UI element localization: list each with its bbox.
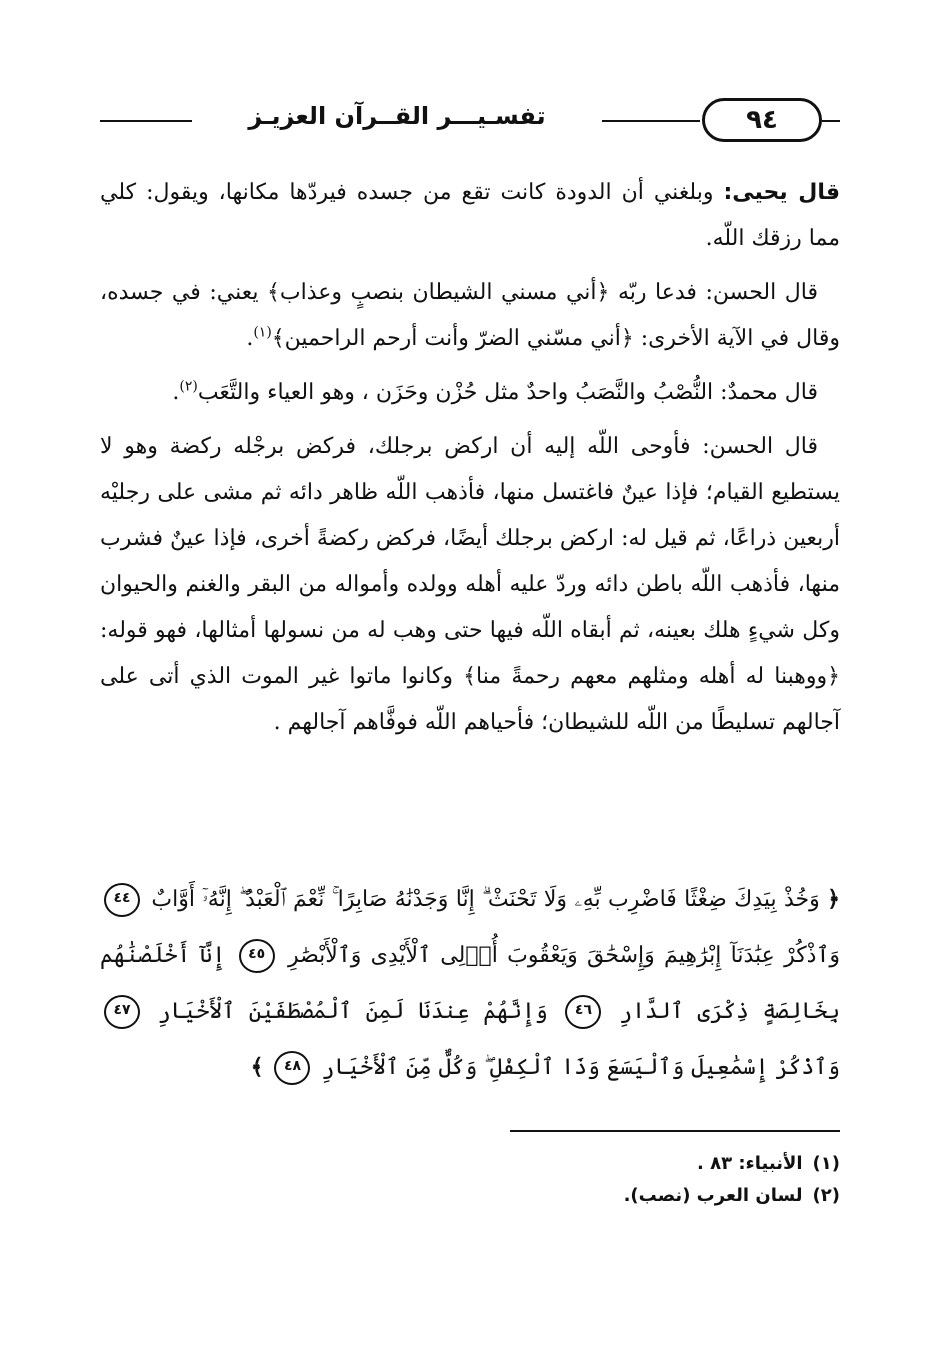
header-rule bbox=[822, 120, 840, 122]
paragraph bbox=[100, 370, 840, 416]
body-text bbox=[100, 170, 840, 754]
header-rule bbox=[100, 120, 192, 122]
footnote-divider bbox=[510, 1130, 840, 1132]
ayah-number-marker: ٤٤ bbox=[104, 883, 140, 917]
speaker-label: قال يحيى: bbox=[723, 180, 840, 205]
verse-text: وَٱذْكُرْ عِبَٰدَنَآ إِبْرَٰهِيمَ وَإِسْحَٰقَ وَيَعْقُوبَ أُو۟لِى ٱلْأَيْدِى وَٱلْأَبْصَٰرِ bbox=[287, 943, 840, 968]
paragraph bbox=[100, 170, 840, 262]
verse-text: وَٱذْكُرْ إِسْمَٰعِيلَ وَٱلْيَسَعَ وَذَا ٱلْكِفْلِ ۖ وَكُلٌّ مِّنَ ٱلْأَخْيَارِ bbox=[321, 1055, 840, 1080]
running-title: تفسـيـــر القــرآن العزيـز bbox=[248, 102, 546, 130]
page-header bbox=[100, 96, 840, 148]
ayah-number-marker: ٤٥ bbox=[239, 939, 275, 973]
paragraph-tail: . bbox=[246, 326, 254, 351]
footnote-text: الأنبياء: ٨٣ . bbox=[696, 1153, 803, 1174]
paragraph-text: قال الحسن: فدعا ربّه ﴿أني مسني الشيطان بنصبٍ وعذاب﴾ يعني: في جسده، وقال في الآية الأخرى: ﴿أني مسّني الضرّ وأنت أرحم الراحمين﴾ bbox=[100, 280, 840, 351]
ayah-number-marker: ٤٨ bbox=[274, 1051, 310, 1085]
footnote-ref[interactable]: (١) bbox=[253, 324, 272, 341]
footnote-number: (١) bbox=[812, 1153, 840, 1174]
verse-open-bracket: ﴿ bbox=[827, 887, 841, 912]
footnote-number: (٢) bbox=[812, 1185, 840, 1206]
verse-close-bracket: ﴾ bbox=[250, 1055, 264, 1080]
verse-text: إِنَّآ أَخْلَصْنَٰهُم بِخَالِصَةٍ ذِكْرَى ٱلدَّارِ bbox=[100, 943, 840, 1024]
ayah-number-marker: ٤٦ bbox=[565, 995, 601, 1029]
quran-verse-block bbox=[100, 872, 840, 1096]
paragraph bbox=[100, 424, 840, 746]
footnotes bbox=[100, 1148, 840, 1212]
paragraph-text: قال محمدٌ: النُّصْبُ والنَّصَبُ واحدٌ مثل حُزْن وحَزَن ، وهو العياء والتَّعَب bbox=[197, 380, 818, 405]
footnote-ref[interactable]: (٢) bbox=[179, 378, 198, 395]
footnote bbox=[100, 1148, 840, 1180]
ayah-number-marker: ٤٧ bbox=[104, 995, 140, 1029]
verse-text: وَإِنَّهُمْ عِندَنَا لَمِنَ ٱلْمُصْطَفَيْنَ ٱلْأَخْيَارِ bbox=[157, 999, 548, 1024]
paragraph bbox=[100, 270, 840, 362]
paragraph-tail: . bbox=[172, 380, 180, 405]
page-number: ٩٤ bbox=[702, 98, 822, 142]
paragraph-text: قال الحسن: فأوحى اللّه إليه أن اركض برجلك، فركض برجْله ركضة وهو لا يستطيع القيام؛ فإذا عينٌ فاغتسل منها، فأذهب اللّه ظاهر دائه ثم مشى على رجليْه أربعين ذراعًا، ثم قيل له: اركض برجلك أيضًا، فركض ركضةً أخرى، فإذا عينٌ فشرب منها، فأذهب اللّه باطن دائه وردّ عليه أهله وولده وأمواله من البقر والغنم والحيوان وكل شيءٍ هلك بعينه، ثم أبقاه اللّه فيها حتى وهب له من نسولها أمثالها، فهو قوله: ﴿ووهبنا له أهله ومثلهم معهم رحمةً منا﴾ وكانوا ماتوا غير الموت الذي أتى على آجالهم تسليطًا من اللّه للشيطان؛ فأحياهم اللّه فوفَّاهم آجالهم . bbox=[100, 434, 840, 735]
verse-text: وَخُذْ بِيَدِكَ ضِغْثًا فَاضْرِب بِّهِۦ وَلَا تَحْنَثْ ۗ إِنَّا وَجَدْنَٰهُ صَابِرًا ۚ نِّعْمَ ٱلْعَبْدُ ۖ إِنَّهُۥٓ أَوَّابٌ bbox=[151, 887, 820, 912]
header-rule bbox=[602, 120, 700, 122]
footnote bbox=[100, 1180, 840, 1212]
footnote-text: لسان العرب (نصب). bbox=[623, 1185, 803, 1206]
paragraph-text: وبلغني أن الدودة كانت تقع من جسده فيردّها مكانها، ويقول: كلي مما رزقك اللّه. bbox=[100, 180, 840, 251]
